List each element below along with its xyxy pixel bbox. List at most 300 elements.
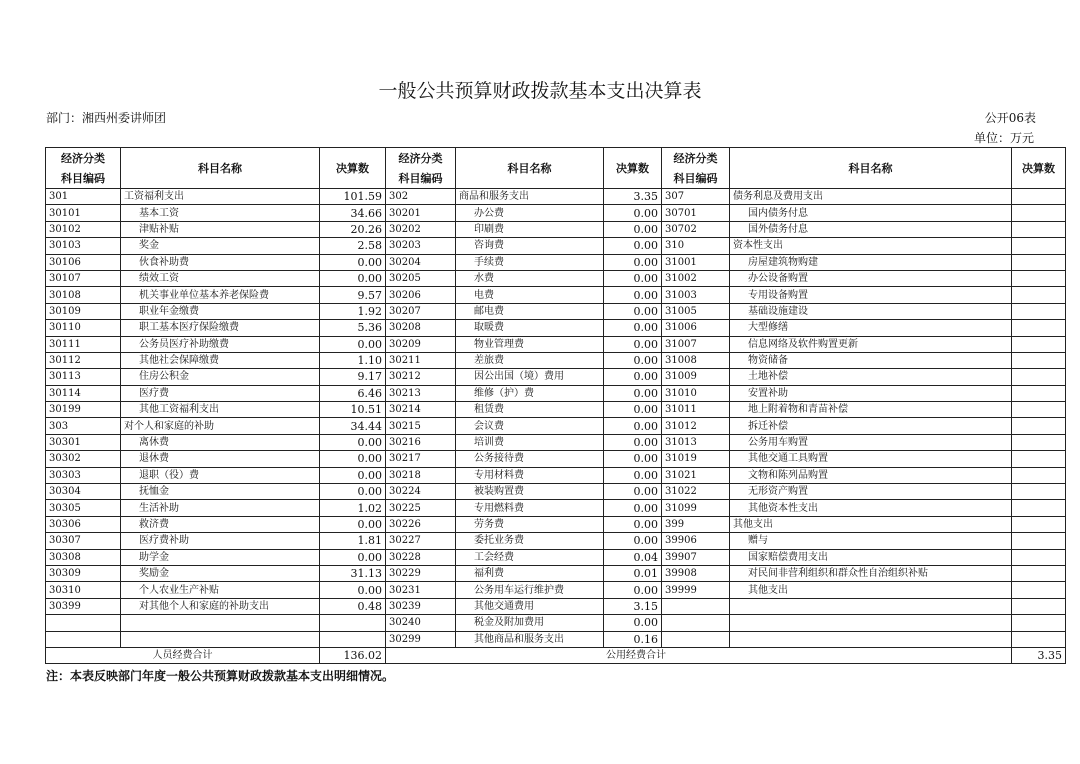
name-cell: 债务利息及费用支出	[730, 189, 1012, 205]
name-cell: 房屋建筑物购建	[730, 254, 1012, 270]
code-cell: 30216	[386, 434, 456, 450]
header-code-sub-2: 科目编码	[386, 168, 456, 189]
code-cell: 31013	[662, 434, 730, 450]
amount-cell	[1012, 549, 1066, 565]
code-cell: 30201	[386, 205, 456, 221]
table-row	[46, 221, 1066, 237]
amount-cell: 0.00	[320, 451, 386, 467]
amount-cell: 0.00	[320, 549, 386, 565]
code-cell: 30102	[46, 221, 121, 237]
name-cell: 委托业务费	[456, 533, 604, 549]
code-cell: 30206	[386, 287, 456, 303]
amount-cell: 101.59	[320, 189, 386, 205]
code-cell: 30399	[46, 598, 121, 614]
code-cell: 301	[46, 189, 121, 205]
amount-cell: 1.92	[320, 303, 386, 319]
code-cell: 30106	[46, 254, 121, 270]
amount-cell	[1012, 369, 1066, 385]
amount-cell: 0.00	[604, 270, 662, 286]
name-cell: 职工基本医疗保险缴费	[121, 320, 320, 336]
header-code-3: 经济分类	[662, 148, 730, 169]
amount-cell: 0.00	[604, 385, 662, 401]
code-cell: 30303	[46, 467, 121, 483]
name-cell: 办公费	[456, 205, 604, 221]
code-cell: 310	[662, 238, 730, 254]
amount-cell: 3.15	[604, 598, 662, 614]
amount-cell: 0.00	[604, 369, 662, 385]
amount-cell	[1012, 598, 1066, 614]
code-cell: 30208	[386, 320, 456, 336]
code-cell: 30112	[46, 352, 121, 368]
code-cell: 30217	[386, 451, 456, 467]
amount-cell: 0.00	[604, 352, 662, 368]
amount-cell	[1012, 205, 1066, 221]
public-total-value: 3.35	[1012, 647, 1066, 663]
name-cell: 公务接待费	[456, 451, 604, 467]
amount-cell: 0.00	[604, 516, 662, 532]
code-cell: 30213	[386, 385, 456, 401]
code-cell: 30305	[46, 500, 121, 516]
code-cell	[662, 631, 730, 647]
amount-cell: 0.00	[320, 254, 386, 270]
name-cell: 租赁费	[456, 402, 604, 418]
totals-row	[46, 647, 1066, 663]
code-cell: 30109	[46, 303, 121, 319]
table-row	[46, 451, 1066, 467]
table-row	[46, 270, 1066, 286]
table-row	[46, 500, 1066, 516]
amount-cell	[1012, 582, 1066, 598]
amount-cell: 2.58	[320, 238, 386, 254]
code-cell: 303	[46, 418, 121, 434]
code-cell: 30228	[386, 549, 456, 565]
code-cell: 30111	[46, 336, 121, 352]
name-cell: 公务用车购置	[730, 434, 1012, 450]
name-cell	[121, 631, 320, 647]
name-cell: 抚恤金	[121, 484, 320, 500]
name-cell: 被装购置费	[456, 484, 604, 500]
name-cell: 资本性支出	[730, 238, 1012, 254]
code-cell: 30224	[386, 484, 456, 500]
name-cell: 税金及附加费用	[456, 615, 604, 631]
name-cell	[121, 615, 320, 631]
name-cell: 办公设备购置	[730, 270, 1012, 286]
code-cell: 30301	[46, 434, 121, 450]
name-cell: 文物和陈列品购置	[730, 467, 1012, 483]
department-label: 部门：湘西州委讲师团	[46, 111, 167, 125]
code-cell: 31022	[662, 484, 730, 500]
name-cell: 地上附着物和青苗补偿	[730, 402, 1012, 418]
name-cell: 安置补助	[730, 385, 1012, 401]
name-cell: 其他社会保障缴费	[121, 352, 320, 368]
name-cell: 印刷费	[456, 221, 604, 237]
code-cell: 31007	[662, 336, 730, 352]
table-body	[46, 189, 1066, 648]
code-cell: 39908	[662, 565, 730, 581]
code-cell	[46, 631, 121, 647]
code-cell: 30215	[386, 418, 456, 434]
code-cell: 39907	[662, 549, 730, 565]
code-cell: 30212	[386, 369, 456, 385]
name-cell: 维修（护）费	[456, 385, 604, 401]
name-cell: 专用燃料费	[456, 500, 604, 516]
name-cell: 工会经费	[456, 549, 604, 565]
table-row	[46, 205, 1066, 221]
name-cell: 其他商品和服务支出	[456, 631, 604, 647]
amount-cell	[1012, 221, 1066, 237]
name-cell: 信息网络及软件购置更新	[730, 336, 1012, 352]
amount-cell: 0.00	[604, 320, 662, 336]
amount-cell	[1012, 631, 1066, 647]
amount-cell: 0.00	[320, 582, 386, 598]
name-cell: 离休费	[121, 434, 320, 450]
amount-cell: 0.00	[604, 336, 662, 352]
code-cell: 30310	[46, 582, 121, 598]
name-cell: 国家赔偿费用支出	[730, 549, 1012, 565]
amount-cell: 0.00	[604, 484, 662, 500]
table-row	[46, 615, 1066, 631]
amount-cell: 0.00	[604, 287, 662, 303]
code-cell: 31009	[662, 369, 730, 385]
amount-cell: 1.81	[320, 533, 386, 549]
name-cell: 个人农业生产补贴	[121, 582, 320, 598]
code-cell: 30306	[46, 516, 121, 532]
table-row	[46, 418, 1066, 434]
name-cell: 职业年金缴费	[121, 303, 320, 319]
code-cell: 31003	[662, 287, 730, 303]
code-cell: 30110	[46, 320, 121, 336]
table-row	[46, 484, 1066, 500]
name-cell: 退休费	[121, 451, 320, 467]
name-cell: 拆迁补偿	[730, 418, 1012, 434]
name-cell: 专用设备购置	[730, 287, 1012, 303]
table-row	[46, 303, 1066, 319]
table-row	[46, 402, 1066, 418]
code-cell: 31021	[662, 467, 730, 483]
table-row	[46, 238, 1066, 254]
code-cell: 30701	[662, 205, 730, 221]
personnel-total-label: 人员经费合计	[46, 647, 320, 663]
name-cell: 奖励金	[121, 565, 320, 581]
code-cell: 31019	[662, 451, 730, 467]
name-cell: 因公出国（境）费用	[456, 369, 604, 385]
table-row	[46, 467, 1066, 483]
code-cell: 30702	[662, 221, 730, 237]
table-row	[46, 385, 1066, 401]
code-cell: 399	[662, 516, 730, 532]
code-cell: 302	[386, 189, 456, 205]
header-code-sub-3: 科目编码	[662, 168, 730, 189]
form-number: 公开06表	[984, 111, 1036, 125]
amount-cell	[1012, 533, 1066, 549]
name-cell: 津贴补贴	[121, 221, 320, 237]
code-cell: 31011	[662, 402, 730, 418]
code-cell: 30108	[46, 287, 121, 303]
amount-cell: 0.00	[320, 467, 386, 483]
table-row	[46, 533, 1066, 549]
table-row	[46, 516, 1066, 532]
code-cell: 30199	[46, 402, 121, 418]
code-cell: 30308	[46, 549, 121, 565]
public-total-label: 公用经费合计	[386, 647, 1012, 663]
name-cell: 公务员医疗补助缴费	[121, 336, 320, 352]
amount-cell: 0.04	[604, 549, 662, 565]
amount-cell	[1012, 352, 1066, 368]
code-cell: 30202	[386, 221, 456, 237]
name-cell: 土地补偿	[730, 369, 1012, 385]
code-cell: 30205	[386, 270, 456, 286]
amount-cell	[320, 631, 386, 647]
code-cell: 30299	[386, 631, 456, 647]
amount-cell: 0.48	[320, 598, 386, 614]
code-cell: 30103	[46, 238, 121, 254]
name-cell: 其他支出	[730, 516, 1012, 532]
name-cell: 救济费	[121, 516, 320, 532]
header-amount-2: 决算数	[604, 148, 662, 189]
expenditure-table	[45, 147, 1066, 664]
code-cell: 30307	[46, 533, 121, 549]
name-cell: 其他工资福利支出	[121, 402, 320, 418]
table-row	[46, 254, 1066, 270]
amount-cell	[1012, 402, 1066, 418]
name-cell: 电费	[456, 287, 604, 303]
name-cell: 物资储备	[730, 352, 1012, 368]
amount-cell: 0.00	[604, 402, 662, 418]
table-row	[46, 565, 1066, 581]
name-cell	[730, 631, 1012, 647]
amount-cell	[1012, 320, 1066, 336]
name-cell: 培训费	[456, 434, 604, 450]
code-cell: 30239	[386, 598, 456, 614]
amount-cell: 0.00	[604, 303, 662, 319]
code-cell: 30309	[46, 565, 121, 581]
amount-cell: 0.00	[320, 336, 386, 352]
amount-cell	[1012, 451, 1066, 467]
amount-cell: 0.00	[604, 434, 662, 450]
amount-cell: 0.00	[604, 254, 662, 270]
code-cell: 30211	[386, 352, 456, 368]
amount-cell: 34.44	[320, 418, 386, 434]
code-cell: 30229	[386, 565, 456, 581]
name-cell: 其他支出	[730, 582, 1012, 598]
name-cell: 基础设施建设	[730, 303, 1012, 319]
amount-cell: 5.36	[320, 320, 386, 336]
name-cell: 对个人和家庭的补助	[121, 418, 320, 434]
name-cell: 绩效工资	[121, 270, 320, 286]
table-row	[46, 598, 1066, 614]
amount-cell: 0.00	[604, 238, 662, 254]
code-cell: 30240	[386, 615, 456, 631]
name-cell: 物业管理费	[456, 336, 604, 352]
amount-cell: 31.13	[320, 565, 386, 581]
name-cell: 对民间非营利组织和群众性自治组织补贴	[730, 565, 1012, 581]
name-cell: 机关事业单位基本养老保险费	[121, 287, 320, 303]
name-cell: 邮电费	[456, 303, 604, 319]
code-cell: 31012	[662, 418, 730, 434]
code-cell: 30226	[386, 516, 456, 532]
code-cell: 30214	[386, 402, 456, 418]
unit-label: 单位：万元	[973, 131, 1034, 145]
amount-cell: 0.00	[604, 205, 662, 221]
name-cell: 无形资产购置	[730, 484, 1012, 500]
name-cell: 公务用车运行维护费	[456, 582, 604, 598]
code-cell: 30114	[46, 385, 121, 401]
header-amount-3: 决算数	[1012, 148, 1066, 189]
name-cell: 退职（役）费	[121, 467, 320, 483]
name-cell: 国外债务付息	[730, 221, 1012, 237]
table-row	[46, 582, 1066, 598]
code-cell	[46, 615, 121, 631]
amount-cell: 3.35	[604, 189, 662, 205]
amount-cell	[1012, 238, 1066, 254]
amount-cell: 0.00	[320, 484, 386, 500]
name-cell: 工资福利支出	[121, 189, 320, 205]
name-cell: 助学金	[121, 549, 320, 565]
name-cell: 取暖费	[456, 320, 604, 336]
code-cell: 30203	[386, 238, 456, 254]
name-cell: 医疗费补助	[121, 533, 320, 549]
page-title: 一般公共预算财政拨款基本支出决算表	[378, 80, 702, 102]
code-cell: 30227	[386, 533, 456, 549]
amount-cell	[1012, 500, 1066, 516]
name-cell: 手续费	[456, 254, 604, 270]
amount-cell	[1012, 484, 1066, 500]
table-row	[46, 189, 1066, 205]
amount-cell	[1012, 516, 1066, 532]
code-cell: 31005	[662, 303, 730, 319]
code-cell: 31002	[662, 270, 730, 286]
amount-cell	[1012, 434, 1066, 450]
header-amount-1: 决算数	[320, 148, 386, 189]
name-cell: 会议费	[456, 418, 604, 434]
amount-cell: 0.00	[604, 582, 662, 598]
amount-cell	[1012, 189, 1066, 205]
amount-cell: 0.00	[604, 467, 662, 483]
code-cell: 31099	[662, 500, 730, 516]
amount-cell: 0.00	[604, 500, 662, 516]
header-code-1: 经济分类	[46, 148, 121, 169]
name-cell: 大型修缮	[730, 320, 1012, 336]
name-cell: 国内债务付息	[730, 205, 1012, 221]
amount-cell: 34.66	[320, 205, 386, 221]
name-cell: 商品和服务支出	[456, 189, 604, 205]
code-cell	[662, 615, 730, 631]
name-cell: 其他交通工具购置	[730, 451, 1012, 467]
amount-cell	[320, 615, 386, 631]
amount-cell: 1.02	[320, 500, 386, 516]
code-cell: 31010	[662, 385, 730, 401]
amount-cell	[1012, 467, 1066, 483]
amount-cell	[1012, 303, 1066, 319]
code-cell: 30218	[386, 467, 456, 483]
amount-cell	[1012, 270, 1066, 286]
code-cell: 30225	[386, 500, 456, 516]
amount-cell: 1.10	[320, 352, 386, 368]
table-row	[46, 549, 1066, 565]
code-cell: 307	[662, 189, 730, 205]
amount-cell	[1012, 418, 1066, 434]
code-cell: 30107	[46, 270, 121, 286]
table-row	[46, 369, 1066, 385]
name-cell: 基本工资	[121, 205, 320, 221]
code-cell: 31006	[662, 320, 730, 336]
header-name-3: 科目名称	[730, 148, 1012, 189]
table-row	[46, 320, 1066, 336]
footnote: 注：本表反映部门年度一般公共预算财政拨款基本支出明细情况。	[46, 669, 395, 683]
name-cell: 水费	[456, 270, 604, 286]
amount-cell: 10.51	[320, 402, 386, 418]
name-cell: 奖金	[121, 238, 320, 254]
code-cell: 30231	[386, 582, 456, 598]
table-row	[46, 287, 1066, 303]
header-code-2: 经济分类	[386, 148, 456, 169]
name-cell: 赠与	[730, 533, 1012, 549]
amount-cell: 0.00	[604, 418, 662, 434]
amount-cell	[1012, 565, 1066, 581]
amount-cell: 0.00	[320, 270, 386, 286]
header-name-1: 科目名称	[121, 148, 320, 189]
name-cell: 咨询费	[456, 238, 604, 254]
amount-cell	[1012, 615, 1066, 631]
code-cell: 30113	[46, 369, 121, 385]
amount-cell: 0.00	[604, 533, 662, 549]
name-cell: 生活补助	[121, 500, 320, 516]
amount-cell	[1012, 287, 1066, 303]
code-cell: 39906	[662, 533, 730, 549]
name-cell: 对其他个人和家庭的补助支出	[121, 598, 320, 614]
code-cell: 30207	[386, 303, 456, 319]
amount-cell: 0.00	[604, 451, 662, 467]
amount-cell: 0.00	[604, 615, 662, 631]
table-row	[46, 352, 1066, 368]
amount-cell	[1012, 385, 1066, 401]
table-row	[46, 336, 1066, 352]
code-cell: 30302	[46, 451, 121, 467]
amount-cell: 0.01	[604, 565, 662, 581]
code-cell: 30304	[46, 484, 121, 500]
amount-cell: 9.17	[320, 369, 386, 385]
amount-cell: 6.46	[320, 385, 386, 401]
name-cell: 医疗费	[121, 385, 320, 401]
code-cell: 39999	[662, 582, 730, 598]
code-cell: 31008	[662, 352, 730, 368]
table-row	[46, 631, 1066, 647]
header-name-2: 科目名称	[456, 148, 604, 189]
code-cell: 30209	[386, 336, 456, 352]
amount-cell: 0.00	[320, 434, 386, 450]
code-cell: 30101	[46, 205, 121, 221]
amount-cell: 20.26	[320, 221, 386, 237]
amount-cell	[1012, 336, 1066, 352]
code-cell	[662, 598, 730, 614]
amount-cell: 9.57	[320, 287, 386, 303]
amount-cell: 0.16	[604, 631, 662, 647]
amount-cell: 0.00	[604, 221, 662, 237]
amount-cell	[1012, 254, 1066, 270]
name-cell: 劳务费	[456, 516, 604, 532]
name-cell: 伙食补助费	[121, 254, 320, 270]
name-cell: 差旅费	[456, 352, 604, 368]
table-row	[46, 434, 1066, 450]
name-cell: 福利费	[456, 565, 604, 581]
code-cell: 31001	[662, 254, 730, 270]
code-cell: 30204	[386, 254, 456, 270]
header-code-sub-1: 科目编码	[46, 168, 121, 189]
header-row	[46, 148, 1066, 169]
name-cell: 专用材料费	[456, 467, 604, 483]
name-cell: 其他交通费用	[456, 598, 604, 614]
personnel-total-value: 136.02	[320, 647, 386, 663]
